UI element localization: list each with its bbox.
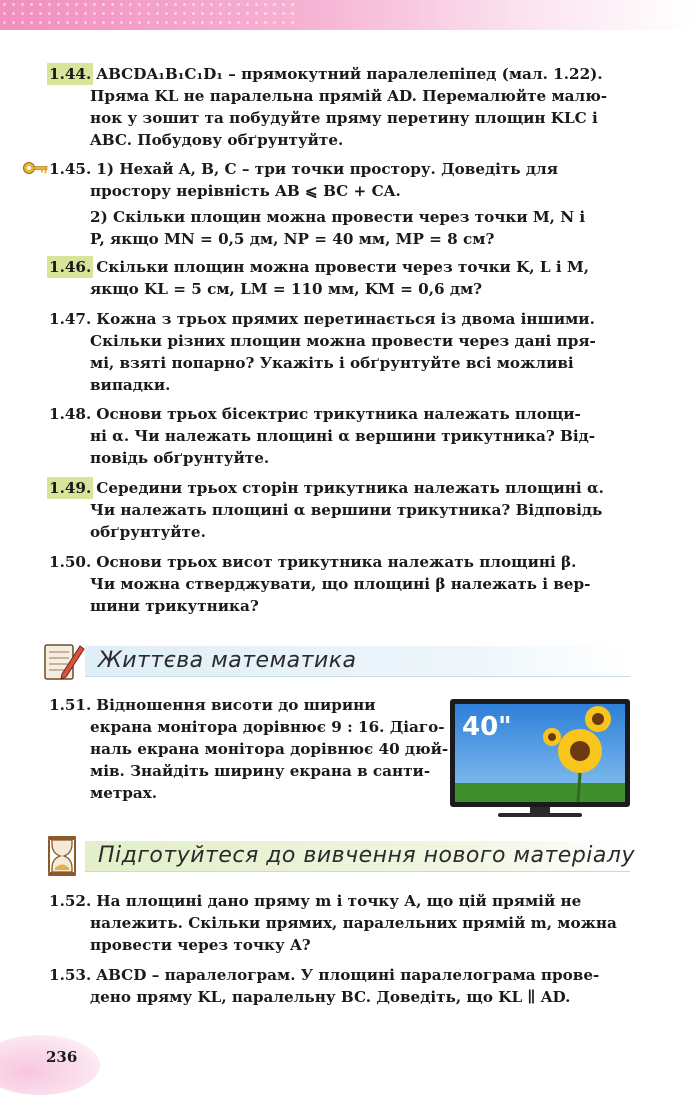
problem-line: мів. Знайдіть ширину екрана в санти- — [90, 762, 431, 780]
hourglass-icon — [40, 835, 86, 877]
problem-line: Основи трьох бісектрис трикутника належать площи- — [96, 405, 581, 423]
band-dots — [0, 0, 300, 30]
section-title: Життєва математика — [98, 648, 357, 673]
problem-1-51 — [47, 694, 449, 804]
problem-line: провести через точку A? — [90, 936, 311, 954]
problem-line: ABCD – паралелограм. У площині паралелограма прове- — [96, 966, 600, 984]
problem-line: Основи трьох висот трикутника належать площині β. — [96, 553, 577, 571]
problem-number: 1.50. — [49, 553, 92, 571]
problem-1-52 — [47, 890, 633, 956]
problem-number: 1.45. — [49, 160, 92, 178]
problem-number: 1.46. — [49, 258, 92, 276]
problem-1-44 — [47, 63, 633, 151]
sunflower-large — [558, 729, 602, 773]
problem-number: 1.47. — [49, 310, 92, 328]
problem-line: шини трикутника? — [90, 597, 259, 615]
problem-line: наль екрана монітора дорівнює 40 дюй- — [90, 740, 449, 758]
problem-1-49 — [47, 477, 633, 543]
problem-number: 1.51. — [49, 696, 92, 714]
problem-line: дено пряму KL, паралельну BC. Доведіть, що KL ∥ AD. — [90, 988, 571, 1006]
notebook-pencil-icon — [40, 640, 86, 682]
section-life-math — [40, 640, 630, 680]
problem-number: 1.53. — [49, 966, 92, 984]
problem-1-53 — [47, 964, 633, 1008]
problem-line: ні α. Чи належать площині α вершини трикутника? Від- — [90, 427, 596, 445]
problem-line: Пряма KL не паралельна прямій AD. Перемалюйте малю- — [90, 87, 608, 105]
problem-1-50 — [47, 551, 633, 617]
problem-line: 1) Нехай A, B, C – три точки простору. Доведіть для — [96, 160, 558, 178]
problem-1-46 — [47, 256, 633, 300]
problem-line: якщо KL = 5 см, LM = 110 мм, KM = 0,6 дм? — [90, 280, 483, 298]
problem-number: 1.52. — [49, 892, 92, 910]
problem-1-45 — [47, 158, 633, 250]
problem-line: мі, взяті попарно? Укажіть і обґрунтуйте всі можливі — [90, 354, 574, 372]
problem-line: На площині дано пряму m і точку A, що цій прямій не — [96, 892, 582, 910]
problem-line: Середини трьох сторін трикутника належать площині α. — [96, 479, 604, 497]
page-number: 236 — [46, 1048, 78, 1066]
problem-line: нок у зошит та побудуйте пряму перетину площин KLC і — [90, 109, 598, 127]
problem-1-47 — [47, 308, 633, 396]
problem-line: Кожна з трьох прямих перетинається із двома іншими. — [96, 310, 595, 328]
problem-number: 1.44. — [49, 65, 92, 83]
top-decorative-band — [0, 0, 695, 30]
problem-line: Скільки різних площин можна провести через дані пря- — [90, 332, 596, 350]
problem-line: ABCDA₁B₁C₁D₁ – прямокутний паралелепіпед (мал. 1.22). — [96, 65, 603, 83]
problem-number: 1.49. — [49, 479, 92, 497]
problem-line: 2) Скільки площин можна провести через точки M, N і — [90, 208, 586, 226]
tv-size-label: 40" — [462, 712, 512, 742]
problem-line: випадки. — [90, 376, 171, 394]
problem-1-48 — [47, 403, 633, 469]
problem-line: повідь обґрунтуйте. — [90, 449, 270, 467]
problem-number: 1.48. — [49, 405, 92, 423]
tv-monitor-illustration — [448, 697, 632, 825]
problem-line: Чи належать площині α вершини трикутника? Відповідь — [90, 501, 603, 519]
problem-line: Чи можна стверджувати, що площині β належать і вер- — [90, 575, 591, 593]
problem-line: Скільки площин можна провести через точки K, L і M, — [96, 258, 590, 276]
problem-line: простору нерівність AB ⩽ BC + CA. — [90, 182, 401, 200]
key-icon — [22, 160, 48, 176]
problem-line: належить. Скільки прямих, паралельних прямій m, можна — [90, 914, 617, 932]
problem-line: метрах. — [90, 784, 158, 802]
section-title: Підготуйтеся до вивчення нового матеріалу — [98, 843, 635, 868]
problem-line: Відношення висоти до ширини — [96, 696, 376, 714]
problem-line: екрана монітора дорівнює 9 : 16. Діаго- — [90, 718, 445, 736]
problem-line: P, якщо MN = 0,5 дм, NP = 40 мм, MP = 8 см? — [90, 230, 495, 248]
problem-line: ABC. Побудову обґрунтуйте. — [90, 131, 344, 149]
section-prepare — [40, 835, 635, 875]
problem-line: обґрунтуйте. — [90, 523, 206, 541]
